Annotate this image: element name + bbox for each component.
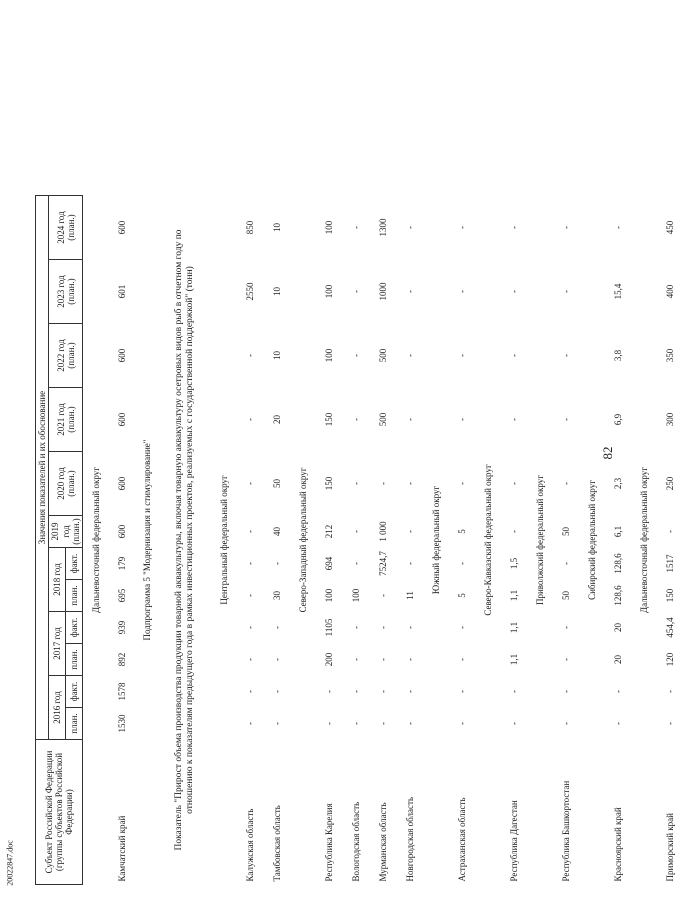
value-cell: - xyxy=(271,722,282,725)
value-cell: 6,1 xyxy=(612,525,623,538)
federal-district-title: Северо-Кавказский федеральный округ xyxy=(482,464,493,616)
value-cell: 120 xyxy=(664,652,675,667)
value-cell: - xyxy=(664,690,675,693)
federal-district-title: Сибирский федеральный округ xyxy=(586,480,597,600)
year-header-2017: 2017 год xyxy=(49,612,66,676)
value-cell: 5 xyxy=(456,529,467,534)
value-cell: 179 xyxy=(116,556,127,571)
value-cell: 5 xyxy=(456,593,467,598)
table-row xyxy=(500,132,527,885)
section-header-row xyxy=(211,132,236,885)
value-cell: - xyxy=(244,482,255,485)
indicator-table xyxy=(35,131,683,885)
subject-name: Калужская область xyxy=(244,808,255,882)
value-cell: - xyxy=(456,354,467,357)
value-cell: 100 xyxy=(323,348,334,363)
value-cell: - xyxy=(404,690,415,693)
value-cell: 1,1 xyxy=(508,653,519,666)
value-cell: 20 xyxy=(612,655,623,664)
value-cell: 500 xyxy=(377,412,388,427)
value-cell: - xyxy=(244,626,255,629)
value-cell: 1105 xyxy=(323,618,334,637)
table-row xyxy=(108,132,135,885)
value-cell: 892 xyxy=(116,652,127,667)
value-cell: - xyxy=(350,226,361,229)
value-cell: - xyxy=(377,722,388,725)
table-row xyxy=(315,132,342,885)
value-cell: - xyxy=(271,626,282,629)
fact-subheader: факт. xyxy=(66,548,83,580)
value-cell: - xyxy=(244,354,255,357)
value-cell: - xyxy=(350,530,361,533)
value-cell: 600 xyxy=(116,412,127,427)
section-header-row xyxy=(475,132,500,885)
subject-name: Тамбовская область xyxy=(271,805,282,882)
value-cell: - xyxy=(244,690,255,693)
year-header-2021: 2021 год (план.) xyxy=(49,388,83,452)
value-cell: 3,8 xyxy=(612,349,623,362)
value-cell: - xyxy=(244,594,255,597)
subject-column-header: Субъект Российской Федерации (группы субъектов Российской Федерации) xyxy=(36,740,83,885)
value-cell: - xyxy=(377,658,388,661)
value-cell: 1578 xyxy=(116,682,127,701)
value-cell: 150 xyxy=(664,588,675,603)
value-cell: 2,3 xyxy=(612,477,623,490)
value-cell: - xyxy=(456,722,467,725)
value-cell: 212 xyxy=(323,524,334,539)
value-cell: 1,1 xyxy=(508,621,519,634)
value-cell: 100 xyxy=(323,284,334,299)
value-cell: 694 xyxy=(323,556,334,571)
value-cell: - xyxy=(404,562,415,565)
value-cell: 850 xyxy=(244,220,255,235)
value-cell: - xyxy=(508,354,519,357)
section-header-row xyxy=(527,132,552,885)
value-cell: - xyxy=(664,530,675,533)
table-row xyxy=(604,132,631,885)
table-header xyxy=(36,132,83,885)
value-cell: - xyxy=(271,658,282,661)
value-cell: - xyxy=(508,226,519,229)
value-cell: 1,5 xyxy=(508,557,519,570)
value-cell: - xyxy=(612,690,623,693)
value-cell: 128,6 xyxy=(612,553,623,574)
section-header-row xyxy=(290,132,315,885)
value-cell: 450 xyxy=(664,220,675,235)
subject-name: Приморский край xyxy=(664,813,675,882)
year-header-2022: 2022 год (план.) xyxy=(49,324,83,388)
fact-subheader: факт. xyxy=(66,612,83,644)
section-header-row xyxy=(423,132,448,885)
value-cell: - xyxy=(244,722,255,725)
value-cell: 600 xyxy=(116,348,127,363)
value-cell: 11 xyxy=(404,591,415,600)
value-cell: 454,4 xyxy=(664,617,675,638)
plan-subheader: план. xyxy=(66,708,83,740)
value-cell: 939 xyxy=(116,620,127,635)
value-cell: - xyxy=(404,290,415,293)
subject-name: Астраханская область xyxy=(456,797,467,882)
value-cell: 150 xyxy=(323,412,334,427)
value-cell: - xyxy=(612,722,623,725)
section-header-row xyxy=(579,132,604,885)
table-row xyxy=(552,132,579,885)
table-row xyxy=(656,132,683,885)
value-cell: 1300 xyxy=(377,218,388,237)
value-cell: 1530 xyxy=(116,714,127,733)
federal-district-title: Дальневосточный федеральный округ xyxy=(90,467,101,613)
value-cell: 601 xyxy=(116,284,127,299)
value-cell: 40 xyxy=(271,527,282,536)
value-cell: 100 xyxy=(323,588,334,603)
value-cell: - xyxy=(323,722,334,725)
document-code: 20022847.doc xyxy=(5,840,15,886)
value-cell: - xyxy=(377,482,388,485)
value-cell: 250 xyxy=(664,476,675,491)
value-cell: - xyxy=(508,722,519,725)
value-cell: - xyxy=(560,482,571,485)
section-header-row xyxy=(631,132,656,885)
subject-name: Республика Башкортостан xyxy=(560,780,571,882)
value-cell: 15,4 xyxy=(612,283,623,300)
value-cell: 400 xyxy=(664,284,675,299)
value-cell: - xyxy=(350,354,361,357)
value-cell: 695 xyxy=(116,588,127,603)
subject-name: Республика Карелия xyxy=(323,803,334,882)
value-cell: 600 xyxy=(116,524,127,539)
federal-district-title: Приволжский федеральный округ xyxy=(534,475,545,606)
plan-subheader: план. xyxy=(66,580,83,612)
value-cell: - xyxy=(456,290,467,293)
value-cell: - xyxy=(508,690,519,693)
table-row xyxy=(263,132,290,885)
value-cell: 10 xyxy=(271,223,282,232)
table-body xyxy=(83,132,683,885)
value-cell: 7524,7 xyxy=(377,551,388,576)
value-cell: - xyxy=(244,530,255,533)
value-cell: 20 xyxy=(271,415,282,424)
subject-name: Вологодская область xyxy=(350,801,361,882)
value-cell: - xyxy=(350,690,361,693)
fact-subheader: факт. xyxy=(66,676,83,708)
year-header-2019: 2019 год (план.) xyxy=(49,516,83,548)
value-cell: 50 xyxy=(271,479,282,488)
value-cell: - xyxy=(377,690,388,693)
value-cell: - xyxy=(456,562,467,565)
value-cell: 600 xyxy=(116,476,127,491)
value-cell: - xyxy=(350,290,361,293)
value-cell: - xyxy=(508,530,519,533)
value-cell: - xyxy=(404,626,415,629)
value-cell: 6,9 xyxy=(612,413,623,426)
subprogram-row xyxy=(135,132,159,885)
value-cell: - xyxy=(404,530,415,533)
value-cell: 100 xyxy=(350,588,361,603)
value-cell: - xyxy=(404,354,415,357)
value-cell: - xyxy=(456,482,467,485)
value-cell: - xyxy=(664,722,675,725)
value-cell: 1 000 xyxy=(377,521,388,542)
value-cell: - xyxy=(350,562,361,565)
subject-name: Красноярский край xyxy=(612,807,623,882)
value-cell: - xyxy=(456,226,467,229)
value-cell: - xyxy=(456,658,467,661)
value-cell: - xyxy=(560,626,571,629)
value-cell: - xyxy=(560,722,571,725)
subject-name: Мурманская область xyxy=(377,802,388,882)
federal-district-title: Центральный федеральный округ xyxy=(218,475,229,605)
table-row xyxy=(448,132,475,885)
value-cell: - xyxy=(377,626,388,629)
table-row xyxy=(396,132,423,885)
value-cell: 600 xyxy=(116,220,127,235)
subject-name: Новгородская область xyxy=(404,796,415,882)
value-cell: 150 xyxy=(323,476,334,491)
value-cell: - xyxy=(508,290,519,293)
value-cell: - xyxy=(377,594,388,597)
value-cell: - xyxy=(508,418,519,421)
value-cell: 2550 xyxy=(244,282,255,301)
value-cell: - xyxy=(404,226,415,229)
value-cell: - xyxy=(404,722,415,725)
value-cell: - xyxy=(271,562,282,565)
value-cell: - xyxy=(350,418,361,421)
subject-name: Республика Дагестан xyxy=(508,800,519,882)
year-header-2020: 2020 год (план.) xyxy=(49,452,83,516)
year-header-2023: 2023 год (план.) xyxy=(49,260,83,324)
value-cell: 300 xyxy=(664,412,675,427)
subject-name: Камчатский край xyxy=(116,815,127,882)
value-cell: 1000 xyxy=(377,282,388,301)
value-cell: 10 xyxy=(271,287,282,296)
value-cell: 128,6 xyxy=(612,585,623,606)
year-header-2018: 2018 год xyxy=(49,548,66,612)
indicator-row xyxy=(159,132,211,885)
value-cell: 20 xyxy=(612,623,623,632)
value-cell: 1517 xyxy=(664,554,675,573)
value-cell: - xyxy=(560,226,571,229)
value-cell: - xyxy=(560,658,571,661)
value-cell: 1,1 xyxy=(508,589,519,602)
federal-district-title: Южный федеральный округ xyxy=(430,485,441,595)
value-cell: 200 xyxy=(323,652,334,667)
value-cell: - xyxy=(350,482,361,485)
table-row xyxy=(342,132,369,885)
value-cell: - xyxy=(560,690,571,693)
value-cell: - xyxy=(244,658,255,661)
page-number: 82 xyxy=(600,446,615,460)
value-cell: 30 xyxy=(271,591,282,600)
value-cell: - xyxy=(560,418,571,421)
value-cell: - xyxy=(350,722,361,725)
table-row xyxy=(236,132,263,885)
value-cell: - xyxy=(350,658,361,661)
value-cell: 50 xyxy=(560,591,571,600)
value-cell: 50 xyxy=(560,527,571,536)
value-cell: - xyxy=(560,562,571,565)
plan-subheader: план. xyxy=(66,644,83,676)
year-header-2016: 2016 год xyxy=(49,676,66,740)
value-cell: - xyxy=(323,690,334,693)
value-cell: - xyxy=(350,626,361,629)
federal-district-title: Северо-Западный федеральный округ xyxy=(297,467,308,613)
value-cell: - xyxy=(612,226,623,229)
values-group-header: Значения показателей и их обоснование xyxy=(36,196,49,740)
federal-district-title: Дальневосточный федеральный округ xyxy=(638,467,649,613)
value-cell: - xyxy=(404,658,415,661)
year-header-2024: 2024 год (план.) xyxy=(49,196,83,260)
value-cell: - xyxy=(271,690,282,693)
indicator-title: Показатель "Прирост объема производства продукции товарной аквакультуры, включая товарную аквакультуру осетровых видов рыб в отчетном году по отношению к показателям предыдущего года в рамках инвестиционных проектов, реализуемых с государственной поддержкой" (тонн) xyxy=(173,229,196,851)
value-cell: - xyxy=(560,290,571,293)
table-row xyxy=(369,132,396,885)
value-cell: - xyxy=(404,482,415,485)
value-cell: - xyxy=(508,482,519,485)
value-cell: 10 xyxy=(271,351,282,360)
value-cell: - xyxy=(456,626,467,629)
value-cell: - xyxy=(560,354,571,357)
subprogram-title: Подпрограмма 5 "Модернизация и стимулирование" xyxy=(142,439,153,641)
value-cell: - xyxy=(244,562,255,565)
value-cell: - xyxy=(244,418,255,421)
value-cell: - xyxy=(404,418,415,421)
value-cell: 500 xyxy=(377,348,388,363)
section-header-row xyxy=(83,132,109,885)
value-cell: 100 xyxy=(323,220,334,235)
value-cell: - xyxy=(456,690,467,693)
value-cell: 350 xyxy=(664,348,675,363)
value-cell: - xyxy=(456,418,467,421)
